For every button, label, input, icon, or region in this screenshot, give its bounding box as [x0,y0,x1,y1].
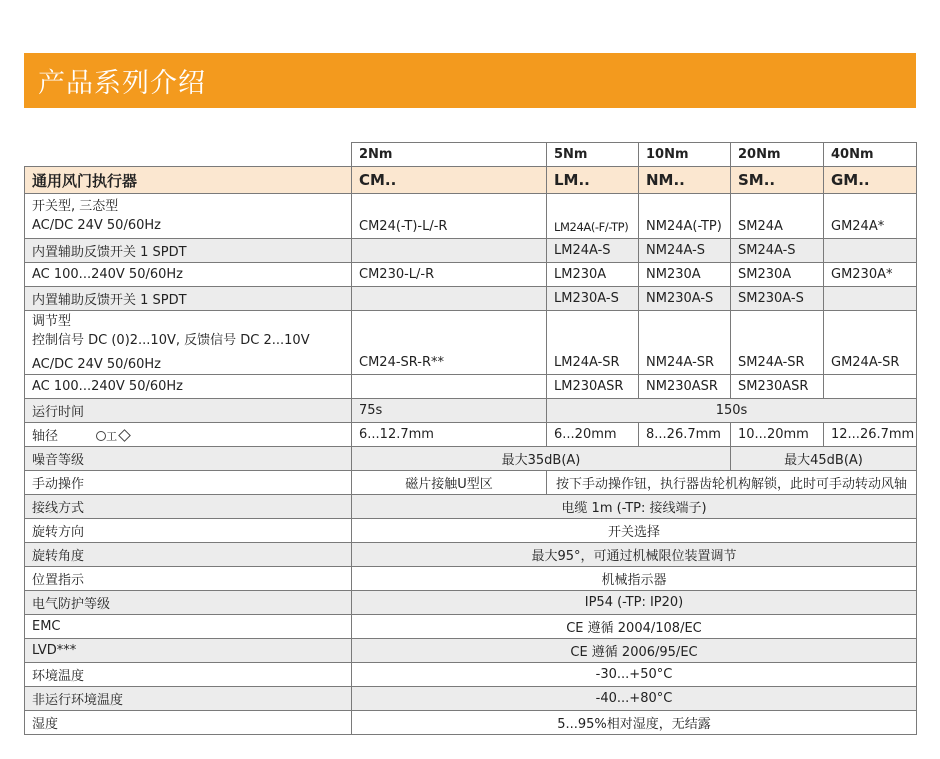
torque-header: 10Nm [639,143,731,167]
series-code: GM.. [824,167,917,194]
row-label: 湿度 [25,711,352,735]
series-label: 通用风门执行器 [25,167,352,194]
running-time-cm: 75s [352,399,547,423]
model-cell: NM230A [639,263,731,287]
table-row [25,687,917,711]
model-cell: NM24A-SR [639,311,731,375]
table-row [25,711,917,735]
model-cell: GM24A-SR [824,311,917,375]
row-label [25,311,352,375]
spec-value: IP54 (-TP: IP20) [352,591,917,615]
table-row [25,311,917,375]
model-cell: LM24A-SR [547,311,639,375]
model-cell: CM24-SR-R** [352,311,547,375]
row-label: 旋转方向 [25,519,352,543]
table-row [25,615,917,639]
model-cell [824,239,917,263]
torque-header: 2Nm [352,143,547,167]
table-row [25,423,917,447]
model-cell [352,375,547,399]
row-label: 位置指示 [25,567,352,591]
shaft-shape-icon: 工 [96,428,129,444]
model-cell: GM230A* [824,263,917,287]
row-label: 内置辅助反馈开关 1 SPDT [25,287,352,311]
table-row [25,543,917,567]
row-label [25,194,352,239]
model-cell: SM24A [731,194,824,239]
table-row [25,567,917,591]
noise-low: 最大35dB(A) [352,447,731,471]
model-cell: SM24A-SR [731,311,824,375]
spec-value: CE 遵循 2006/95/EC [352,639,917,663]
row-label: 旋转角度 [25,543,352,567]
model-cell [824,287,917,311]
manual-cm: 磁片接触U型区 [352,471,547,495]
modulating-voltage-label: AC/DC 24V 50/60Hz [32,356,161,372]
model-cell: LM24A(-F/-TP) [547,194,639,239]
torque-header: 5Nm [547,143,639,167]
model-cell: SM230A [731,263,824,287]
series-code: LM.. [547,167,639,194]
model-cell: CM230-L/-R [352,263,547,287]
model-cell: GM24A* [824,194,917,239]
section-banner [24,53,916,108]
spec-value: 最大95°，可通过机械限位装置调节 [352,543,917,567]
model-cell: NM24A-S [639,239,731,263]
spec-value: -40...+80°C [352,687,917,711]
torque-header: 20Nm [731,143,824,167]
row-label: AC 100...240V 50/60Hz [25,375,352,399]
onoff-voltage-label: AC/DC 24V 50/60Hz [32,218,161,233]
model-cell: CM24(-T)-L/-R [352,194,547,239]
table-row [25,447,917,471]
row-label [25,423,352,447]
section-title: 产品系列介绍 [38,68,206,99]
table-row [25,471,917,495]
series-code: CM.. [352,167,547,194]
row-label: 非运行环境温度 [25,687,352,711]
row-label: 电气防护等级 [25,591,352,615]
table-row [25,239,917,263]
series-code: NM.. [639,167,731,194]
torque-header: 40Nm [824,143,917,167]
row-label: 接线方式 [25,495,352,519]
shaft-value: 6...12.7mm [352,423,547,447]
model-cell: NM24A(-TP) [639,194,731,239]
control-signal-label: 控制信号 DC (0)2...10V, 反馈信号 DC 2...10V [32,332,310,348]
table-row [25,639,917,663]
model-cell: NM230ASR [639,375,731,399]
spec-value: CE 遵循 2004/108/EC [352,615,917,639]
model-cell: LM230A [547,263,639,287]
spec-value: 开关选择 [352,519,917,543]
header-blank-cell [25,143,352,167]
model-cell: LM230A-S [547,287,639,311]
model-cell: SM230A-S [731,287,824,311]
table-row [25,263,917,287]
model-cell [352,239,547,263]
running-time-others: 150s [547,399,917,423]
model-cell [352,287,547,311]
row-label: EMC [25,615,352,639]
row-label: LVD*** [25,639,352,663]
model-cell: LM24A-S [547,239,639,263]
row-label: 环境温度 [25,663,352,687]
table-row [25,495,917,519]
shaft-label: 轴径 [32,429,59,444]
product-spec-table [24,142,917,735]
shaft-value: 12...26.7mm [824,423,917,447]
table-row [25,287,917,311]
noise-high: 最大45dB(A) [731,447,917,471]
onoff-type-label: 开关型, 三态型 [32,199,119,214]
series-code: SM.. [731,167,824,194]
shaft-value: 10...20mm [731,423,824,447]
row-label: 噪音等级 [25,447,352,471]
spec-value: 电缆 1m (-TP: 接线端子) [352,495,917,519]
table-row [25,663,917,687]
table-row [25,375,917,399]
spec-value: 机械指示器 [352,567,917,591]
table-row [25,591,917,615]
shaft-value: 8...26.7mm [639,423,731,447]
row-label: 手动操作 [25,471,352,495]
shaft-value: 6...20mm [547,423,639,447]
spec-value: -30...+50°C [352,663,917,687]
torque-header-row [25,143,917,167]
model-cell [824,375,917,399]
manual-others: 按下手动操作钮，执行器齿轮机构解锁，此时可手动转动风轴 [547,471,917,495]
table-row [25,194,917,239]
table-row [25,399,917,423]
row-label: 运行时间 [25,399,352,423]
model-cell: SM230ASR [731,375,824,399]
series-row [25,167,917,194]
modulating-type-label: 调节型 [32,313,72,329]
row-label: AC 100...240V 50/60Hz [25,263,352,287]
spec-value: 5...95%相对湿度，无结露 [352,711,917,735]
model-cell: LM230ASR [547,375,639,399]
model-cell: NM230A-S [639,287,731,311]
table-row [25,519,917,543]
row-label: 内置辅助反馈开关 1 SPDT [25,239,352,263]
model-cell: SM24A-S [731,239,824,263]
